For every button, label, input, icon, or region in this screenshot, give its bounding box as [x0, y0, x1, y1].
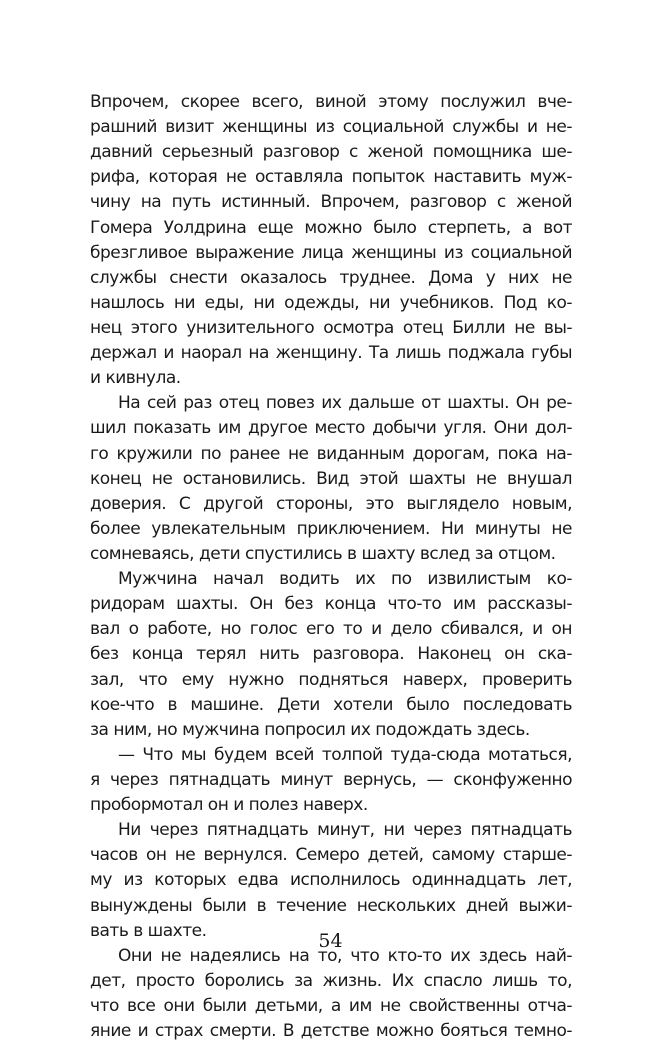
text-line: яние и страх смерти. В детстве можно бояться темно-	[90, 1021, 572, 1042]
text-line: рашний визит женщины из социальной службы и не-	[90, 117, 572, 138]
text-line: за ним, но мужчина попросил их подождать здесь.	[90, 719, 530, 740]
text-line: го кружили по ранее не виданным дорогам, пока на-	[90, 443, 572, 464]
text-line: нец этого унизительного осмотра отец Билли не вы-	[90, 317, 572, 338]
text-line: кое-что в машине. Дети хотели было последовать	[90, 694, 572, 715]
text-line: и кивнула.	[90, 368, 181, 389]
text-line: Мужчина начал водить их по извилистым ко-	[118, 569, 572, 590]
text-line: Впрочем, скорее всего, виной этому послужил вче-	[90, 92, 572, 112]
text-line: рифа, которая не оставляла попыток наставить муж-	[90, 167, 572, 188]
text-line: пробормотал он и полез наверх.	[90, 795, 368, 816]
text-line: что все они были детьми, а им не свойственны отча-	[90, 995, 572, 1016]
text-line: Ни через пятнадцать минут, ни через пятнадцать	[118, 820, 572, 841]
text-line: ридорам шахты. Он без конца что-то им рассказы-	[90, 594, 572, 615]
text-line: доверия. С другой стороны, это выглядело новым,	[90, 493, 572, 514]
text-line: сомневаясь, дети спустились в шахту вслед за отцом.	[90, 543, 556, 564]
text-line: более увлекательным приключением. Ни минуты не	[90, 518, 572, 539]
text-line: шил показать им другое место добычи угля. Они дол-	[90, 418, 572, 439]
text-line: давний серьезный разговор с женой помощника ше-	[90, 142, 572, 163]
text-line: На сей раз отец повез их дальше от шахты. Он ре-	[118, 393, 572, 414]
text-line: службы снести оказалось труднее. Дома у них не	[90, 267, 572, 288]
text-line: вать в шахте.	[90, 920, 207, 941]
text-line: дет, просто боролись за жизнь. Их спасло лишь то,	[90, 970, 572, 991]
text-line: — Что мы будем всей толпой туда-сюда мотаться,	[118, 744, 572, 765]
text-line: нашлось ни еды, ни одежды, ни учебников. Под ко-	[90, 292, 572, 313]
text-line: без конца терял нить разговора. Наконец он ска-	[90, 644, 572, 665]
text-line: я через пятнадцать минут вернусь, — сконфуженно	[90, 769, 572, 790]
body-text	[90, 90, 572, 1044]
text-line: часов он не вернулся. Семеро детей, самому старше-	[90, 845, 572, 866]
text-line: вал о работе, но голос его то и дело сбивался, и он	[90, 619, 572, 640]
text-line: держал и наорал на женщину. Та лишь поджала губы	[90, 343, 572, 364]
text-line: Они не надеялись на то, что кто-то их здесь най-	[118, 945, 572, 966]
text-line: зал, что ему нужно подняться наверх, проверить	[90, 669, 572, 690]
text-line: Гомера Уолдрина еще можно было стерпеть, а вот	[90, 217, 572, 238]
text-line: конец не остановились. Вид этой шахты не внушал	[90, 468, 572, 489]
text-line: вынуждены были в течение нескольких дней выжи-	[90, 895, 572, 916]
page-number: 54	[318, 930, 343, 952]
text-line: му из которых едва исполнилось одиннадцать лет,	[90, 870, 572, 891]
text-line: чину на путь истинный. Впрочем, разговор с женой	[90, 192, 572, 213]
text-line: брезгливое выражение лица женщины из социальной	[90, 242, 572, 263]
